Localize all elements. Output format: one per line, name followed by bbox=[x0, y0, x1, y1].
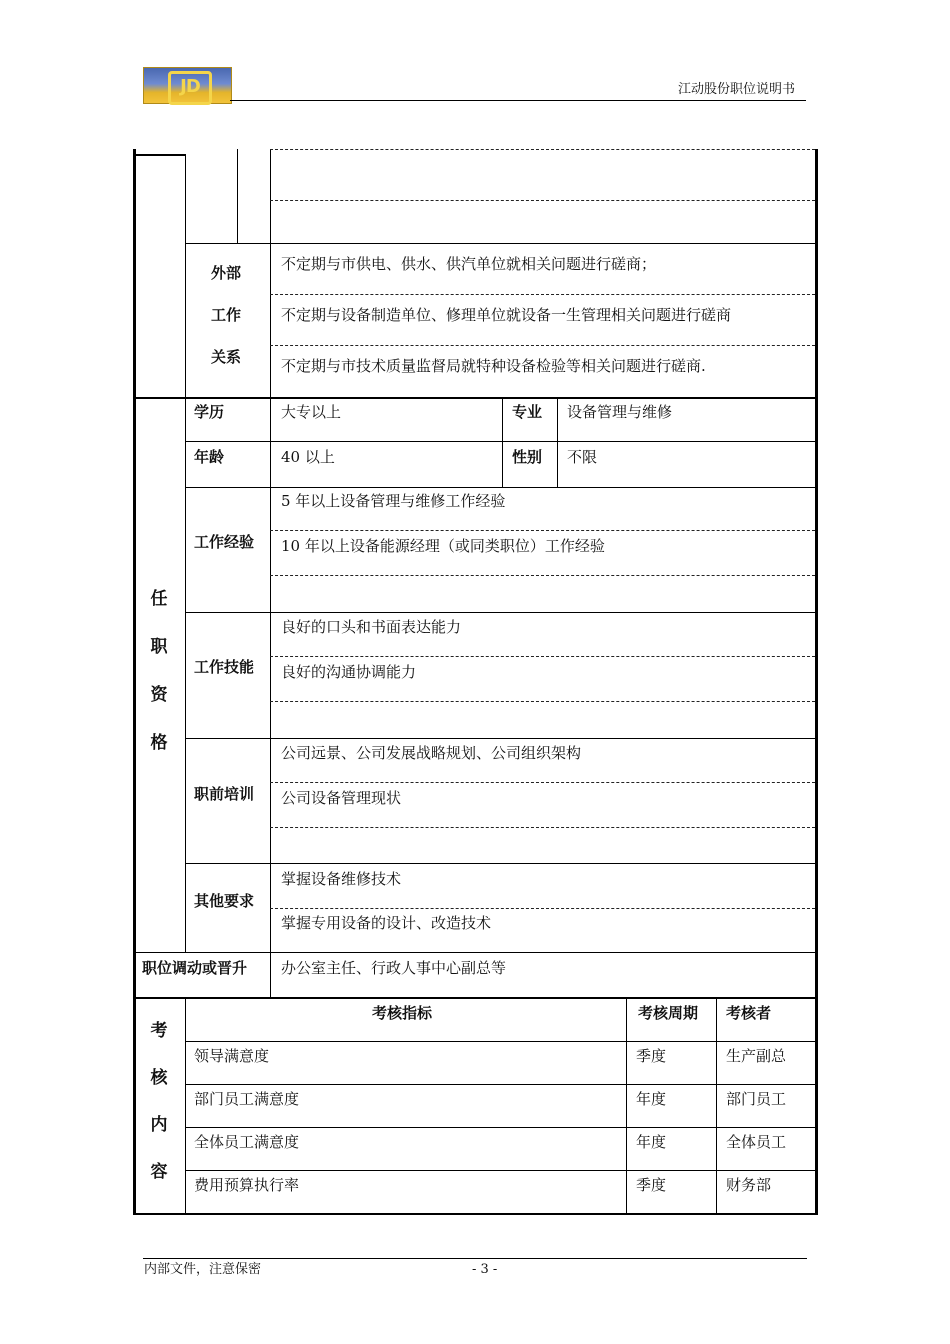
grid-line bbox=[270, 243, 271, 397]
grid-line bbox=[716, 997, 717, 1213]
assessment-header-period: 考核周期 bbox=[638, 1004, 699, 1022]
grid-line bbox=[185, 612, 815, 613]
grid-line bbox=[185, 738, 815, 739]
skills-item: 良好的口头和书面表达能力 bbox=[281, 618, 462, 636]
assessment-period: 年度 bbox=[636, 1133, 667, 1151]
dashed-line bbox=[270, 827, 815, 828]
assessment-label-char: 容 bbox=[150, 1162, 168, 1182]
logo-mark: JD bbox=[168, 71, 212, 105]
assessment-header-assessor: 考核者 bbox=[726, 1004, 772, 1022]
assessment-period: 年度 bbox=[636, 1090, 667, 1108]
grid-line bbox=[185, 997, 186, 1213]
table-left-border bbox=[133, 149, 136, 1215]
grid-line bbox=[185, 397, 186, 952]
grid-line bbox=[185, 1170, 815, 1171]
dashed-line bbox=[270, 701, 815, 702]
assessment-period: 季度 bbox=[636, 1047, 667, 1065]
company-logo bbox=[143, 67, 232, 104]
other-requirement-item: 掌握专用设备的设计、改造技术 bbox=[281, 914, 492, 932]
document-title: 江动股份职位说明书 bbox=[678, 82, 796, 97]
assessment-label-char: 考 bbox=[150, 1021, 168, 1041]
external-relation-item: 不定期与设备制造单位、修理单位就设备一生管理相关问题进行磋商 bbox=[281, 306, 732, 324]
grid-line bbox=[270, 397, 271, 952]
header-rule bbox=[230, 100, 806, 101]
assessment-assessor: 部门员工 bbox=[726, 1090, 787, 1108]
qualifications-label-char: 任 bbox=[150, 589, 168, 609]
age-value: 40 以上 bbox=[281, 448, 335, 466]
external-relation-item: 不定期与市供电、供水、供汽单位就相关问题进行磋商； bbox=[281, 255, 657, 273]
grid-line bbox=[185, 243, 815, 244]
dashed-line bbox=[270, 908, 815, 909]
dashed-line bbox=[270, 200, 815, 201]
grid-line bbox=[626, 997, 627, 1213]
grid-line bbox=[557, 397, 558, 487]
dashed-line bbox=[270, 149, 815, 150]
assessment-indicator: 全体员工满意度 bbox=[194, 1133, 300, 1151]
major-value: 设备管理与维修 bbox=[567, 403, 673, 421]
external-relations-label-3: 关系 bbox=[211, 348, 242, 366]
grid-line bbox=[133, 397, 818, 399]
table-right-border bbox=[815, 149, 818, 1215]
skills-item: 良好的沟通协调能力 bbox=[281, 663, 417, 681]
grid-line bbox=[185, 1084, 815, 1085]
education-value: 大专以上 bbox=[281, 403, 342, 421]
experience-item: 5 年以上设备管理与维修工作经验 bbox=[281, 492, 506, 510]
training-label: 职前培训 bbox=[194, 785, 255, 803]
grid-line bbox=[185, 154, 186, 397]
assessment-header-indicator: 考核指标 bbox=[372, 1004, 433, 1022]
education-label: 学历 bbox=[194, 403, 225, 421]
training-item: 公司远景、公司发展战略规划、公司组织架构 bbox=[281, 744, 582, 762]
assessment-assessor: 财务部 bbox=[726, 1176, 772, 1194]
assessment-assessor: 生产副总 bbox=[726, 1047, 787, 1065]
other-requirements-label: 其他要求 bbox=[194, 892, 255, 910]
table-top-corner bbox=[133, 154, 185, 156]
grid-line bbox=[185, 1041, 815, 1042]
external-relation-item: 不定期与市技术质量监督局就特种设备检验等相关问题进行磋商. bbox=[281, 357, 706, 375]
assessment-indicator: 部门员工满意度 bbox=[194, 1090, 300, 1108]
assessment-label-char: 内 bbox=[150, 1115, 168, 1135]
experience-label: 工作经验 bbox=[194, 533, 255, 551]
dashed-line bbox=[270, 530, 815, 531]
other-requirement-item: 掌握设备维修技术 bbox=[281, 870, 402, 888]
dashed-line bbox=[270, 782, 815, 783]
assessment-period: 季度 bbox=[636, 1176, 667, 1194]
dashed-line bbox=[270, 575, 815, 576]
grid-line bbox=[502, 397, 503, 487]
gender-label: 性别 bbox=[512, 448, 543, 466]
dashed-line bbox=[270, 656, 815, 657]
assessment-indicator: 领导满意度 bbox=[194, 1047, 270, 1065]
qualifications-label-char: 资 bbox=[150, 685, 168, 705]
footer-rule bbox=[143, 1258, 807, 1259]
qualifications-label-char: 格 bbox=[150, 733, 168, 753]
table-bottom-border bbox=[133, 1213, 818, 1215]
age-label: 年龄 bbox=[194, 448, 225, 466]
dashed-line bbox=[270, 345, 815, 346]
grid-line bbox=[237, 149, 238, 243]
assessment-label-char: 核 bbox=[150, 1068, 168, 1088]
grid-line bbox=[270, 952, 271, 997]
gender-value: 不限 bbox=[567, 448, 598, 466]
external-relations-label-1: 外部 bbox=[211, 264, 242, 282]
grid-line bbox=[270, 149, 271, 243]
external-relations-label-2: 工作 bbox=[211, 306, 242, 324]
grid-line bbox=[185, 487, 815, 488]
grid-line bbox=[133, 952, 818, 953]
training-item: 公司设备管理现状 bbox=[281, 789, 402, 807]
qualifications-label-char: 职 bbox=[150, 637, 168, 657]
footer-confidential: 内部文件，注意保密 bbox=[144, 1262, 262, 1277]
promotion-label: 职位调动或晋升 bbox=[142, 959, 248, 977]
skills-label: 工作技能 bbox=[194, 658, 255, 676]
grid-line bbox=[185, 863, 815, 864]
grid-line bbox=[185, 441, 815, 442]
promotion-value: 办公室主任、行政人事中心副总等 bbox=[281, 959, 507, 977]
major-label: 专业 bbox=[512, 403, 543, 421]
page-number: - 3 - bbox=[472, 1262, 498, 1277]
experience-item: 10 年以上设备能源经理（或同类职位）工作经验 bbox=[281, 537, 605, 555]
assessment-indicator: 费用预算执行率 bbox=[194, 1176, 300, 1194]
grid-line bbox=[185, 1127, 815, 1128]
assessment-assessor: 全体员工 bbox=[726, 1133, 787, 1151]
dashed-line bbox=[270, 294, 815, 295]
